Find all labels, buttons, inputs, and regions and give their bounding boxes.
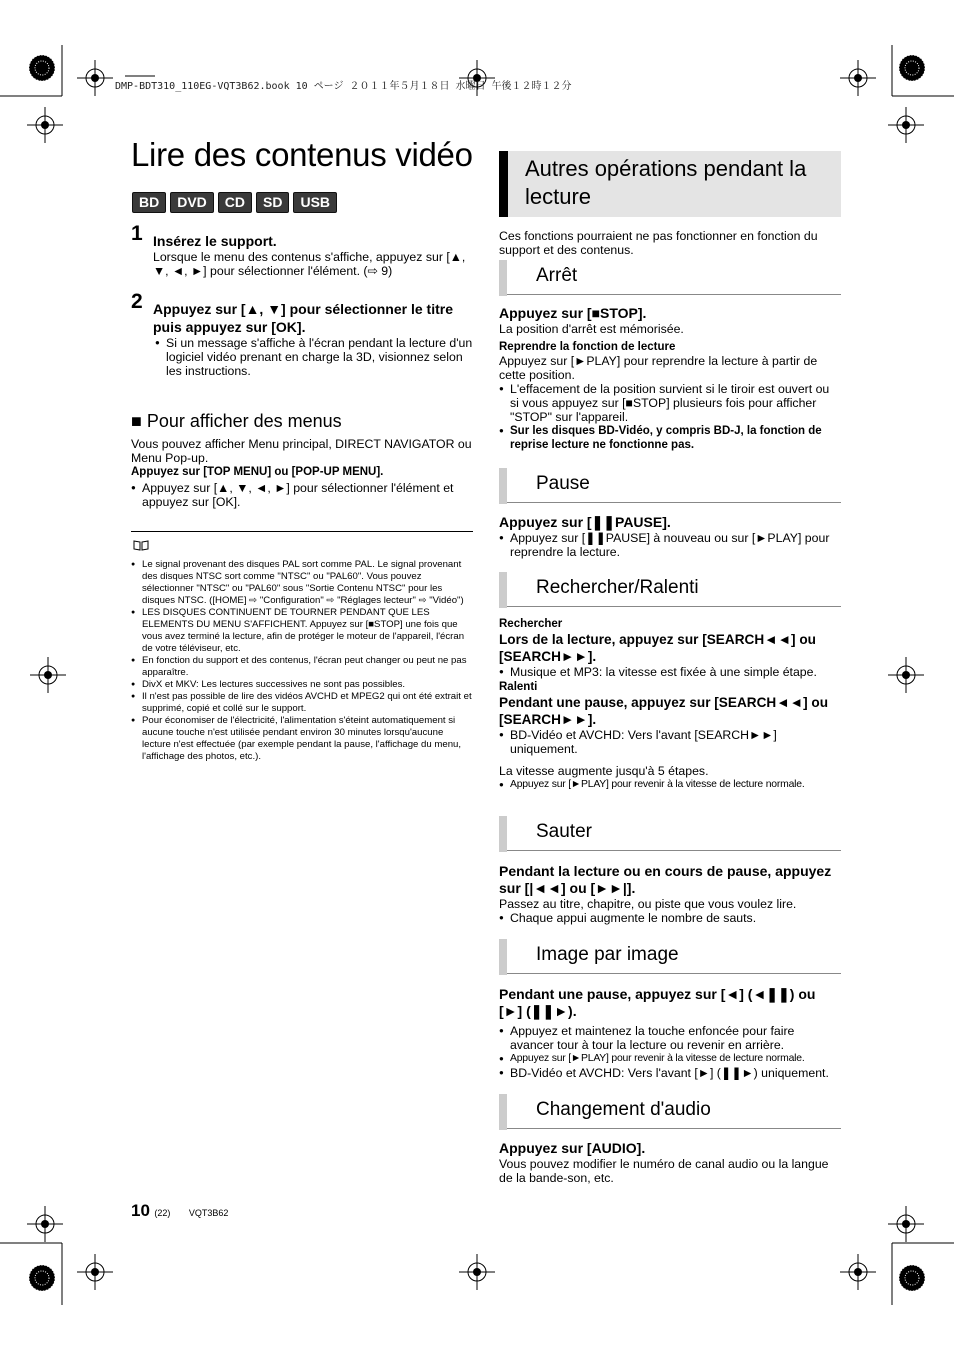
image-bullet-2: ● Appuyez sur [►PLAY] pour revenir à la vitesse de lecture normale. — [499, 1052, 841, 1066]
pause-section — [499, 472, 841, 559]
image-bullet-3: ● BD-Vidéo et AVCHD: Vers l'avant [►] (❚❚►) uniquement. — [499, 1066, 841, 1080]
badge-cd: CD — [218, 192, 252, 213]
notes-section — [131, 531, 473, 763]
audio-section — [499, 1098, 841, 1185]
rechercher-text: La vitesse augmente jusqu'à 5 étapes. — [499, 764, 709, 778]
rechercher-sub-2: Ralenti — [499, 681, 538, 693]
step-2 — [131, 290, 473, 378]
step-bullet: ● Si un message s'affiche à l'écran pendant la lecture d'un logiciel vidéo prenant en charge la 3D, visionnez selon les instructions. — [155, 336, 473, 378]
arret-sub-text: Appuyez sur [►PLAY] pour reprendre la lecture à partir de cette position. — [499, 354, 818, 382]
note-item: ● LES DISQUES CONTINUENT DE TOURNER PENDANT QUE LES ELEMENTS DU MENU S'AFFICHENT. Appuyez sur [■STOP] une fois que vous avez terminé la lecture, afin de protéger le moteur de l'appareil, l'écran de votre téléviseur, etc. — [131, 607, 473, 655]
menus-section — [131, 410, 473, 509]
page-number: 10 — [131, 1201, 150, 1220]
rechercher-sub-1: Rechercher — [499, 618, 563, 630]
step-text: Lorsque le menu des contenus s'affiche, appuyez sur [▲, ▼, ◄, ►] pour sélectionner l'élément. (⇨ 9) — [153, 250, 466, 278]
sauter-action: Pendant la lecture ou en cours de pause, appuyez sur [|◄◄] ou [►►|]. — [499, 863, 832, 896]
print-header-line: DMP-BDT310_110EG-VQT3B62.book 10 ページ ２０１１年５月１８日 水曜日 午後１２時１２分 — [115, 81, 572, 92]
square-bullet-icon: ■ — [131, 411, 142, 431]
autres-section — [499, 151, 841, 257]
pause-bullet-1: ● Appuyez sur [❚❚PAUSE] à nouveau ou sur [►PLAY] pour reprendre la lecture. — [499, 531, 841, 559]
page-footer — [131, 1201, 228, 1221]
menus-text: Vous pouvez afficher Menu principal, DIRECT NAVIGATOR ou Menu Pop-up. — [131, 437, 472, 465]
badge-sd: SD — [256, 192, 289, 213]
step-1 — [131, 222, 473, 278]
arret-section — [499, 264, 841, 452]
step-number: 1 — [131, 222, 143, 245]
menus-heading — [131, 410, 473, 432]
sauter-text: Passez au titre, chapitre, ou piste que vous voulez lire. — [499, 897, 797, 911]
pause-heading: Pause — [499, 472, 841, 503]
image-section — [499, 943, 841, 1080]
badge-bd: BD — [132, 192, 166, 213]
step-heading: Insérez le support. — [153, 233, 277, 249]
image-action: Pendant une pause, appuyez sur [◄] (◄❚❚) ou [►] (❚❚►). — [499, 986, 816, 1019]
rechercher-section — [499, 576, 841, 792]
menus-action: Appuyez sur [TOP MENU] ou [POP-UP MENU]. — [131, 466, 384, 478]
autres-intro: Ces fonctions pourraient ne pas fonctionner en fonction du support et des contenus. — [499, 229, 818, 257]
note-item: ● Il n'est pas possible de lire des vidéos AVCHD et MPEG2 qui ont été extrait et supprimé, copié et collé sur le support. — [131, 691, 473, 715]
rechercher-action-2: Pendant une pause, appuyez sur [SEARCH◄◄] ou [SEARCH►►]. — [499, 695, 829, 727]
note-item: ● En fonction du support et des contenus, l'écran peut changer ou peut ne pas apparaître. — [131, 655, 473, 679]
sauter-section — [499, 820, 841, 925]
rechercher-bullet-1: ● Musique et MP3: la vitesse est fixée à une simple étape. — [499, 665, 841, 679]
arret-text: La position d'arrêt est mémorisée. — [499, 322, 684, 336]
book-icon — [133, 540, 149, 551]
step-number: 2 — [131, 290, 143, 313]
note-item: ● Le signal provenant des disques PAL sort comme PAL. Le signal provenant des disques NTSC sort comme "NTSC" ou "PAL60". Vous pouvez sélectionner "NTSC" ou "PAL60" sous "Sortie Contenu NTSC" pour les disques NTSC. ([HOME] ⇨ "Configuration" ⇨ "Réglages lecteur" ⇨ "Vidéo") — [131, 559, 473, 607]
menus-heading-text: Pour afficher des menus — [146, 411, 342, 431]
rechercher-bullet-2: ● BD-Vidéo et AVCHD: Vers l'avant [SEARCH►►] uniquement. — [499, 728, 841, 756]
arret-action: Appuyez sur [■STOP]. — [499, 305, 647, 321]
document-code: VQT3B62 — [188, 1208, 229, 1218]
image-bullet-1: ● Appuyez et maintenez la touche enfoncée pour faire avancer tour à tour la lecture ou revenir en arrière. — [499, 1024, 841, 1052]
pause-action: Appuyez sur [❚❚PAUSE]. — [499, 514, 671, 530]
rechercher-heading: Rechercher/Ralenti — [499, 576, 841, 607]
rechercher-action-1: Lors de la lecture, appuyez sur [SEARCH◄◄] ou [SEARCH►►]. — [499, 632, 816, 664]
sauter-heading: Sauter — [499, 820, 841, 851]
page-title: Lire des contenus vidéo — [131, 136, 473, 173]
arret-bullet-1: ● L'effacement de la position survient si le tiroir est ouvert ou si vous appuyez sur [■STOP] plusieurs fois pour afficher "STOP" sur l'appareil. — [499, 382, 841, 424]
step-heading: Appuyez sur [▲, ▼] pour sélectionner le titre puis appuyez sur [OK]. — [153, 301, 453, 335]
rechercher-bullet-3: ● Appuyez sur [►PLAY] pour revenir à la vitesse de lecture normale. — [499, 778, 841, 792]
audio-text: Vous pouvez modifier le numéro de canal audio ou la langue de la bande-son, etc. — [499, 1157, 829, 1185]
arret-heading: Arrêt — [499, 264, 841, 295]
arret-sub: Reprendre la fonction de lecture — [499, 341, 676, 353]
page-number-paren: (22) — [154, 1208, 171, 1218]
audio-heading: Changement d'audio — [499, 1098, 841, 1129]
note-item: ● DivX et MKV: Les lectures successives ne sont pas possibles. — [131, 679, 473, 691]
badge-dvd: DVD — [170, 192, 214, 213]
image-heading: Image par image — [499, 943, 841, 974]
note-item: ● Pour économiser de l'électricité, l'alimentation s'éteint automatiquement si aucune touche n'est utilisée pendant environ 30 minutes lorsqu'aucune lecture n'est effectuée (par exemple pendant la pause, l'affichage du menu, l'affichage des photos, etc.). — [131, 715, 473, 763]
audio-action: Appuyez sur [AUDIO]. — [499, 1140, 646, 1156]
media-badges — [132, 192, 337, 213]
badge-usb: USB — [293, 192, 337, 213]
sauter-bullet-1: ● Chaque appui augmente le nombre de sauts. — [499, 911, 841, 925]
autres-heading: Autres opérations pendant la lecture — [499, 151, 841, 217]
menus-bullet: ● Appuyez sur [▲, ▼, ◄, ►] pour sélectionner l'élément et appuyez sur [OK]. — [131, 481, 473, 509]
arret-bullet-2: ● Sur les disques BD-Vidéo, y compris BD-J, la fonction de reprise lecture ne fonctionne pas. — [499, 424, 841, 452]
